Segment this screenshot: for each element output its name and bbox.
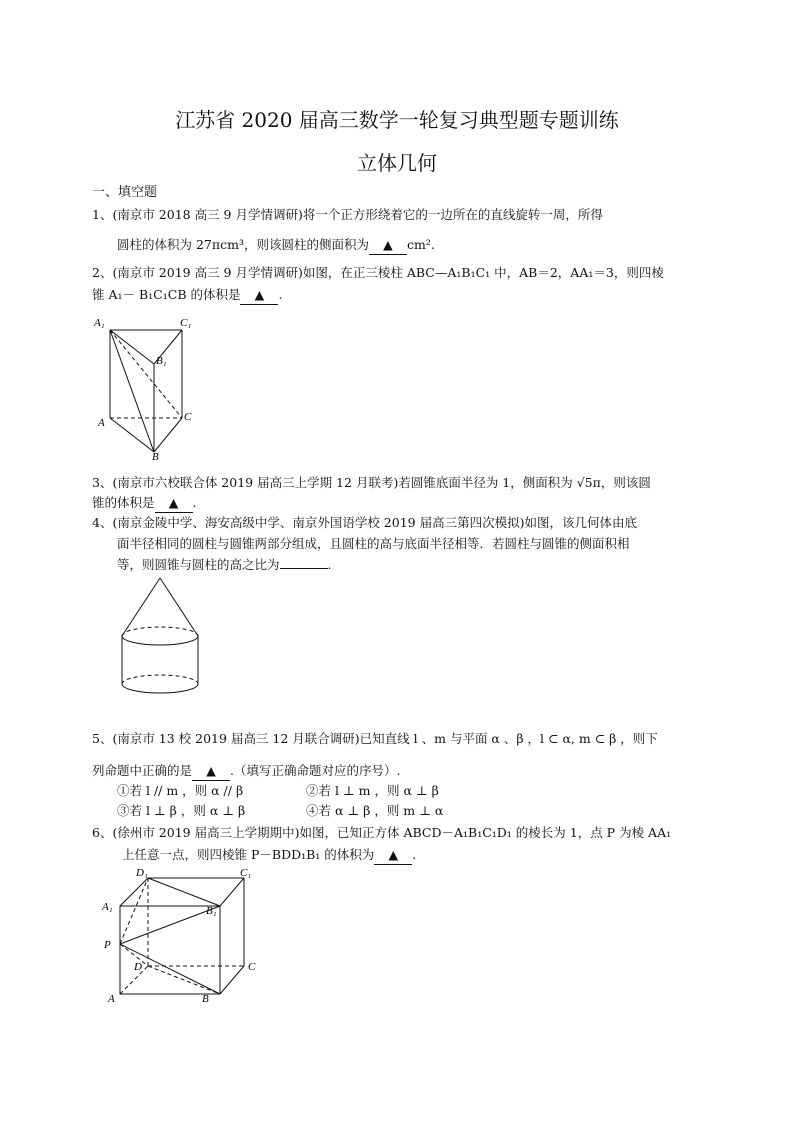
label-b: B: [152, 451, 159, 462]
q1-text: 圆柱的体积为 27πcm³，则该圆柱的侧面积为: [117, 237, 369, 252]
q5-text: 列命题中正确的是: [92, 763, 193, 778]
q4-answer-blank[interactable]: [280, 556, 328, 569]
edge-c-b: [154, 418, 182, 452]
cube-figure: [98, 864, 268, 1006]
label-a: A: [98, 417, 105, 429]
q3-text: 锥的体积是: [92, 495, 155, 510]
q5-line1: 5、(南京市 13 校 2019 届高三 12 月联合调研)已知直线 l 、m 与平面 α 、β ，l ⊂ α, m ⊂ β ，则下: [92, 731, 658, 746]
q1-line1: 1、(南京市 2018 高三 9 月学情调研)将一个正方形绕着它的一边所在的直线旋转一周，所得: [92, 207, 603, 222]
label-c1: C₁: [240, 867, 252, 879]
label-a1: A₁: [102, 901, 113, 913]
edge-d-b-hidden: [148, 966, 220, 994]
bottom-ellipse-front: [122, 684, 198, 693]
edge-b1-c1: [220, 878, 244, 906]
label-c1: C₁: [180, 317, 192, 329]
q4-line3: [117, 556, 332, 574]
q5-end: .（填写正确命题对应的序号）.: [230, 763, 401, 778]
label-b1: B₁: [206, 905, 217, 917]
label-c: C: [248, 961, 256, 973]
edge-b-c: [220, 966, 244, 994]
edge-a1-d1: [120, 878, 148, 906]
q1-line2: [117, 236, 435, 255]
edge-p-b1: [120, 906, 220, 944]
q4-line1: 4、(南京金陵中学、海安高级中学、南京外国语学校 2019 届高三第四次模拟)如图，该几何体由底: [92, 515, 637, 530]
q6-text: 上任意一点，则四棱锥 P－BDD₁B₁ 的体积为: [122, 847, 375, 862]
q5-option-3: ③若 l ⊥ β ，则 α ⊥ β: [117, 803, 246, 818]
q2-line2: [92, 286, 282, 305]
q3-line2: [92, 494, 197, 513]
q6-answer-blank[interactable]: ▲: [374, 846, 412, 865]
document-title: 江苏省 2020 届高三数学一轮复习典型题专题训练: [175, 108, 619, 132]
q3-answer-blank[interactable]: ▲: [155, 494, 193, 513]
cone-left-side: [122, 578, 160, 636]
document-subtitle: 立体几何: [357, 151, 437, 175]
q3-end: .: [192, 495, 197, 510]
edge-d1-b1: [148, 878, 220, 906]
q6-end: .: [412, 847, 417, 862]
label-c: C: [184, 411, 192, 423]
q2-line1: 2、(南京市 2019 高三 9 月学情调研)如图，在正三棱柱 ABC—A₁B₁C₁ 中，AB＝2，AA₁＝3，则四棱: [92, 265, 664, 280]
section-heading: 一、填空题: [92, 185, 158, 200]
q6-line2: [122, 846, 416, 865]
edge-a1-b: [110, 330, 154, 452]
q2-end: .: [278, 287, 283, 302]
edge-p-d1-hidden: [120, 878, 148, 944]
label-a1: A₁: [94, 317, 105, 329]
q5-answer-blank[interactable]: ▲: [192, 762, 230, 781]
prism-figure: [92, 312, 202, 462]
q5-line2: [92, 762, 400, 781]
label-b: B: [202, 993, 209, 1005]
q2-text: 锥 A₁－ B₁C₁CB 的体积是: [92, 287, 241, 302]
q1-answer-blank[interactable]: ▲: [369, 236, 407, 255]
q3-line1: 3、(南京市六校联合体 2019 届高三上学期 12 月联考)若圆锥底面半径为 1，侧面积为 √5π，则该圆: [92, 475, 651, 490]
q5-option-4: ④若 α ⊥ β ，则 m ⊥ α: [306, 803, 444, 818]
label-p: P: [104, 939, 111, 951]
q1-unit: cm².: [406, 237, 435, 252]
q4-end: .: [327, 557, 332, 572]
label-a: A: [108, 993, 115, 1005]
q2-answer-blank[interactable]: ▲: [240, 286, 278, 305]
cube-front-face: [120, 906, 220, 994]
label-d1: D₁: [136, 867, 148, 879]
q4-text: 等，则圆锥与圆柱的高之比为: [117, 557, 280, 572]
top-ellipse-front: [122, 636, 198, 645]
q5-option-1: ①若 l // m ，则 α // β: [117, 783, 244, 798]
top-ellipse-back: [122, 627, 198, 636]
q5-option-2: ②若 l ⊥ m ，则 α ⊥ β: [306, 783, 439, 798]
label-b1: B₁: [156, 355, 167, 367]
cone-cylinder-figure: [112, 574, 212, 698]
q4-line2: 面半径相同的圆柱与圆锥两部分组成，且圆柱的高与底面半径相等．若圆柱与圆锥的侧面积相: [117, 536, 630, 551]
q6-line1: 6、(徐州市 2019 届高三上学期期中)如图，已知正方体 ABCD－A₁B₁C₁D₁ 的棱长为 1，点 P 为棱 AA₁: [92, 825, 672, 840]
cone-right-side: [160, 578, 198, 636]
label-d: D: [134, 961, 142, 973]
bottom-ellipse-back: [122, 675, 198, 684]
